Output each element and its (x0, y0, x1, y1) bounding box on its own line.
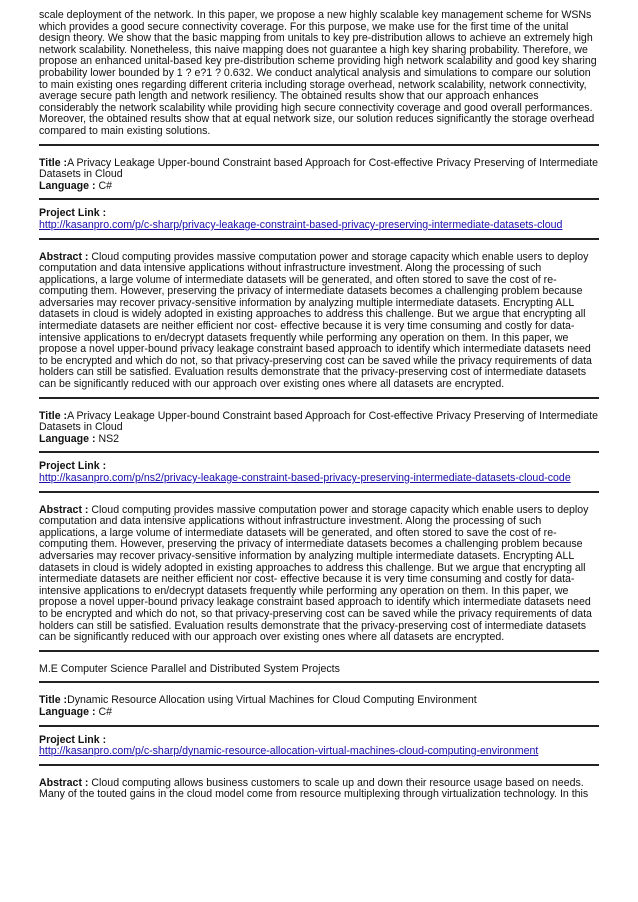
project-link-row (39, 473, 599, 485)
project-title-text: A Privacy Leakage Upper-bound Constraint based Approach for Cost-effective Privacy Preserving of Intermediate Datasets in Cloud (39, 156, 599, 181)
project-link[interactable]: http://kasanpro.com/p/c-sharp/dynamic-resource-allocation-virtual-machines-cloud-computing-environment (39, 745, 539, 758)
title-label: Title : (39, 409, 68, 422)
project-link-label-text: Project Link : (39, 207, 107, 220)
project-abstract (39, 778, 599, 801)
project-title (39, 411, 599, 434)
project-entry (39, 695, 599, 801)
project-entry (39, 158, 599, 399)
project-abstract-text: Cloud computing allows business customers to scale up and down their resource usage based on needs. Many of the touted gains in the cloud model come from resource multiplexing through virtualization technology. In this (39, 776, 589, 801)
abstract-label: Abstract : (39, 503, 89, 516)
project-entry (39, 411, 599, 652)
document-page (39, 10, 599, 801)
project-language (39, 434, 599, 446)
divider (39, 397, 599, 399)
divider (39, 681, 599, 683)
section-heading: M.E Computer Science Parallel and Distributed System Projects (39, 662, 340, 675)
divider (39, 725, 599, 727)
divider (39, 198, 599, 200)
project-title-text: A Privacy Leakage Upper-bound Constraint based Approach for Cost-effective Privacy Preserving of Intermediate Datasets in Cloud (39, 409, 599, 434)
language-label: Language : (39, 705, 96, 718)
divider (39, 451, 599, 453)
project-abstract (39, 252, 599, 391)
abstract-label: Abstract : (39, 776, 89, 789)
project-abstract-text: Cloud computing provides massive computation power and storage capacity which enable users to deploy computation and data intensive applications without infrastructure investment. Along the processing of such applications, a large volume of intermediate datasets will be generated, and often stored to save the cost of re-computing them. However, preserving the privacy of intermediate datasets becomes a challenging problem because adversaries may recover privacy-sensitive information by analyzing multiple intermediate datasets. Encrypting ALL datasets in cloud is widely adopted in existing approaches to address this challenge. But we argue that encrypting all intermediate datasets are neither efficient nor cost- effective because it is very time consuming and costly for data-intensive applications to en/decrypt datasets frequently while performing any operation on them. In this paper, we propose a novel upper-bound privacy leakage constraint based approach to identify which intermediate datasets need to be encrypted and which do not, so that privacy-preserving cost can be saved while the privacy requirements of data holders can still be satisfied. Evaluation results demonstrate that the privacy-preserving cost of intermediate datasets can be significantly reduced with our approach over existing ones where all datasets are encrypted. (39, 503, 592, 644)
divider (39, 764, 599, 766)
project-abstract-text: Cloud computing provides massive computation power and storage capacity which enable users to deploy computation and data intensive applications without infrastructure investment. Along the processing of such applications, a large volume of intermediate datasets will be generated, and often stored to save the cost of re-computing them. However, preserving the privacy of intermediate datasets becomes a challenging problem because adversaries may recover privacy-sensitive information by analyzing multiple intermediate datasets. Encrypting ALL datasets in cloud is widely adopted in existing approaches to address this challenge. But we argue that encrypting all intermediate datasets are neither efficient nor cost- effective because it is very time consuming and costly for data-intensive applications to en/decrypt datasets frequently while performing any operation on them. In this paper, we propose a novel upper-bound privacy leakage constraint based approach to identify which intermediate datasets need to be encrypted and which do not, so that privacy-preserving cost can be saved while the privacy requirements of data holders can still be satisfied. Evaluation results demonstrate that the privacy-preserving cost of intermediate datasets can be significantly reduced with our approach over existing ones where all datasets are encrypted. (39, 250, 592, 391)
project-link-row (39, 220, 599, 232)
divider (39, 144, 599, 146)
divider (39, 491, 599, 493)
project-link[interactable]: http://kasanpro.com/p/ns2/privacy-leakage-constraint-based-privacy-preserving-intermediate-datasets-cloud-code (39, 472, 571, 484)
language-label: Language : (39, 432, 96, 445)
intro-abstract-text: scale deployment of the network. In this paper, we propose a new highly scalable key management scheme for WSNs which provides a good secure connectivity coverage. For this purpose, we make use for the first time of the unital design theory. We show that the basic mapping from unitals to key pre-distribution allows to achieve an extremely high network scalability. Nonetheless, this naive mapping does not guarantee a high key sharing probability. Therefore, we propose an enhanced unital-based key pre-distribution scheme providing high network scalability and good key sharing probability lower bounded by 1 ? e?1 ? 0.632. We conduct analytical analysis and simulations to compare our solution to main existing ones regarding different criteria including storage overhead, network scalability, network connectivity, average secure path length and network resiliency. The obtained results show that our approach enhances considerably the network scalability while providing high secure connectivity coverage and good overall performances. Moreover, the obtained results show that at equal network size, our solution reduces significantly the storage overhead compared to main existing solutions. (39, 9, 597, 137)
project-title (39, 695, 599, 707)
divider (39, 650, 599, 652)
project-link[interactable]: http://kasanpro.com/p/c-sharp/privacy-leakage-constraint-based-privacy-preserving-intermediate-datasets-cloud (39, 218, 563, 231)
divider (39, 238, 599, 240)
project-language (39, 707, 599, 719)
project-title (39, 158, 599, 181)
title-label: Title : (39, 156, 68, 169)
project-link-row (39, 746, 599, 758)
project-language-text: C# (98, 179, 113, 192)
project-link-label-text: Project Link : (39, 460, 107, 473)
project-abstract (39, 505, 599, 644)
project-language-text: C# (98, 705, 113, 718)
title-label: Title : (39, 694, 68, 707)
abstract-label: Abstract : (39, 250, 89, 263)
language-label: Language : (39, 179, 96, 192)
project-language (39, 181, 599, 193)
project-title-text: Dynamic Resource Allocation using Virtual Machines for Cloud Computing Environment (67, 694, 477, 707)
project-language-text: NS2 (98, 432, 120, 445)
project-link-label-text: Project Link : (39, 733, 107, 746)
